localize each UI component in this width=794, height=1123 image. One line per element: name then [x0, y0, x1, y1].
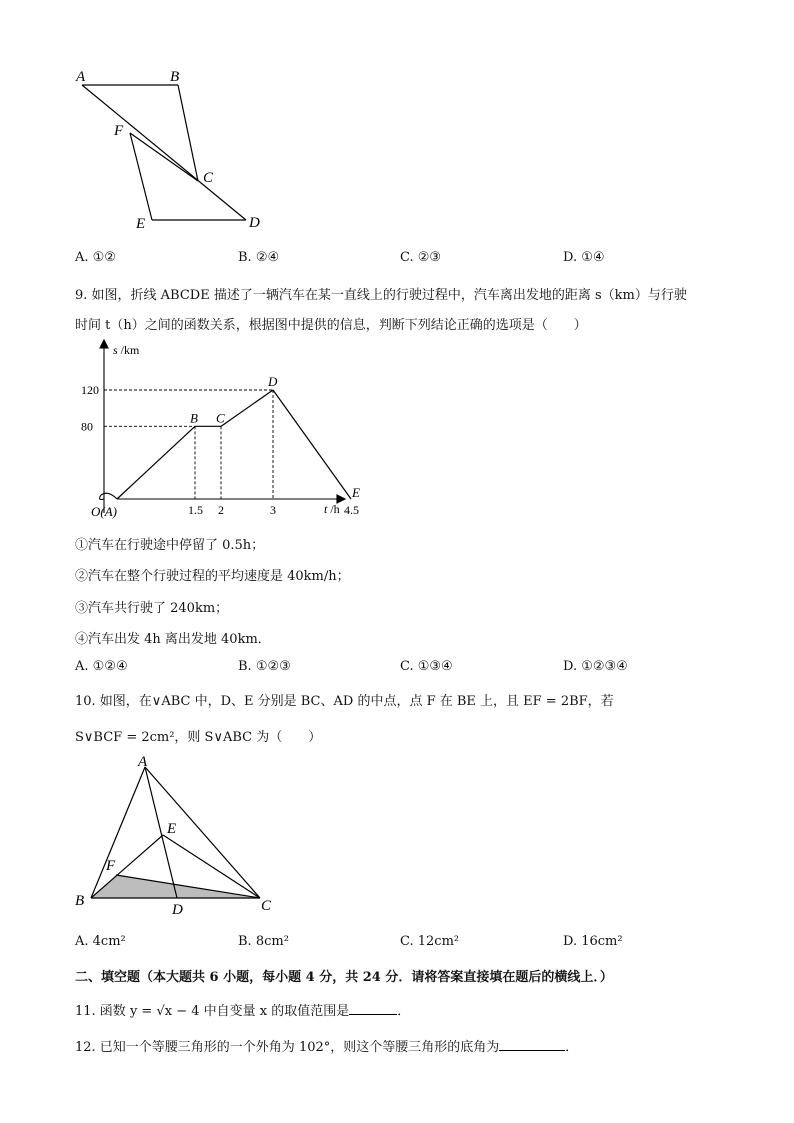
fig10-label-a: A [138, 754, 148, 770]
chart-axis-break [100, 493, 117, 499]
q10-option-c[interactable]: C. 12cm² [400, 934, 460, 949]
q12-suffix: ． [565, 1040, 579, 1055]
q11-answer-blank[interactable] [349, 1002, 397, 1015]
q11 [75, 1000, 410, 1019]
q9-chart [75, 338, 365, 528]
q12-text: 12. 已知一个等腰三角形的一个外角为 102°，则这个等腰三角形的底角为 [75, 1040, 500, 1055]
q11-suffix: ． [397, 1004, 411, 1019]
chart-y-tick-2: 120 [81, 383, 99, 397]
chart-segment-4 [273, 390, 351, 499]
fig10-label-c: C [261, 898, 272, 914]
chart-x-tick-4: 4.5 [344, 503, 359, 517]
chart-ylabel: s /km [113, 343, 140, 357]
fig8-label-d: D [249, 215, 260, 231]
fig10-label-d: D [172, 902, 183, 918]
q10-figure [70, 752, 285, 922]
q10-option-a[interactable]: A. 4cm² [75, 934, 126, 949]
q9-statement-1: ①汽车在行驶途中停留了 0.5h； [75, 538, 265, 553]
chart-xlabel: t /h [324, 502, 340, 516]
q10-stem-line2: S∨BCF = 2cm²，则 S∨ABC 为（ ） [75, 730, 322, 745]
fig10-label-b: B [75, 893, 85, 909]
fig8-label-a: A [76, 69, 86, 85]
q9-stem-line1: 9. 如图，折线 ABCDE 描述了一辆汽车在某一直线上的行驶过程中，汽车离出发地的距离 s（km）与行驶 [75, 288, 687, 303]
q9-option-d[interactable]: D. ①②③④ [563, 659, 628, 674]
chart-point-label-e: E [352, 485, 360, 500]
q10-stem-line1: 10. 如图，在∨ABC 中，D、E 分别是 BC、AD 的中点，点 F 在 BE 上，且 EF = 2BF，若 [75, 694, 614, 709]
chart-segment-1 [117, 426, 195, 499]
q9-statement-4: ④汽车出发 4h 离出发地 40km． [75, 632, 271, 647]
q10-option-d[interactable]: D. 16cm² [563, 934, 623, 949]
q8-option-a[interactable]: A. ①② [75, 250, 116, 265]
chart-point-label-b: B [190, 410, 198, 426]
q10-option-b[interactable]: B. 8cm² [238, 934, 289, 949]
fig8-label-c: C [203, 170, 214, 186]
chart-x-tick-3: 3 [270, 503, 276, 517]
q8-option-d[interactable]: D. ①④ [563, 250, 605, 265]
q8-figure [70, 62, 270, 232]
q9-statement-2: ②汽车在整个行驶过程的平均速度是 40km/h； [75, 569, 350, 584]
chart-x-tick-1: 1.5 [188, 503, 203, 517]
q12-answer-blank[interactable] [499, 1038, 565, 1051]
fig8-label-b: B [170, 69, 180, 85]
section-fill-in-heading: 二、填空题（本大题共 6 小题，每小题 4 分，共 24 分．请将答案直接填在题后的横线上．） [75, 970, 613, 985]
q9-option-b[interactable]: B. ①②③ [238, 659, 291, 674]
q9-option-a[interactable]: A. ①②④ [75, 659, 128, 674]
chart-origin-label: O(A) [91, 504, 117, 519]
fig10-label-e: E [167, 821, 177, 837]
chart-x-tick-2: 2 [218, 503, 224, 517]
chart-y-arrow [100, 340, 108, 348]
chart-y-tick-1: 80 [81, 419, 93, 434]
chart-point-label-d: D [268, 374, 278, 389]
fig10-label-f: F [106, 858, 116, 874]
fig8-label-f: F [114, 123, 124, 139]
chart-segment-3 [221, 390, 273, 426]
fig8-label-e: E [136, 216, 146, 232]
q9-stem-line2: 时间 t（h）之间的函数关系，根据图中提供的信息，判断下列结论正确的选项是（ ） [75, 318, 587, 333]
chart-point-label-c: C [216, 410, 225, 426]
q11-text: 11. 函数 y = √x − 4 中自变量 x 的取值范围是 [75, 1004, 350, 1019]
q9-option-c[interactable]: C. ①③④ [400, 659, 453, 674]
q9-statement-3: ③汽车共行驶了 240km； [75, 601, 229, 616]
q8-option-c[interactable]: C. ②③ [400, 250, 442, 265]
q12 [75, 1036, 578, 1055]
q8-option-b[interactable]: B. ②④ [238, 250, 280, 265]
